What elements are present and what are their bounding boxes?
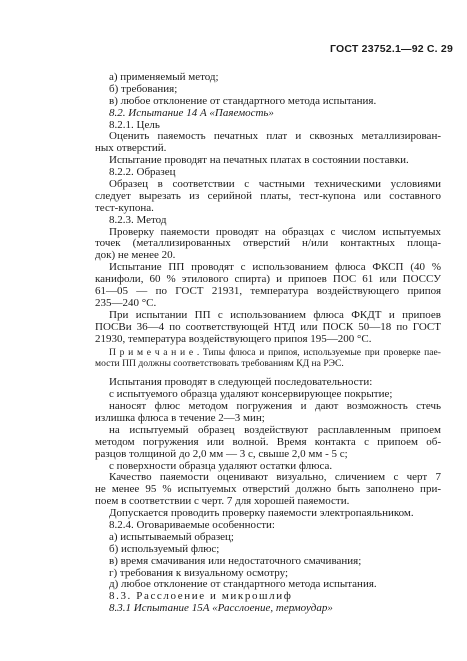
text-line: Допускается проводить проверку паяемости электропаяльником.	[109, 507, 414, 520]
text-line: б) требования;	[109, 82, 178, 95]
text-line: канифоли, 60 % этилового спирта) и припоев ПОС 61 или ПОССУ	[95, 273, 441, 286]
text-line: г) требования к визуальному осмотру;	[109, 566, 289, 579]
text-line: Проверку паяемости проводят на образцах с числом испытуемых	[109, 225, 441, 238]
text-line: При испытании ПП с использованием флюса ФКДТ и припоев	[109, 308, 441, 321]
text-line: 8.2.4. Оговариваемые особенности:	[109, 518, 275, 531]
text-line: 8.3. Расслоение и микрошлиф	[109, 590, 293, 603]
text-line: точек (металлизированных отверстий н/или контактных площа-	[95, 237, 441, 250]
text-line: 235—240 °С.	[95, 296, 157, 309]
text-line: 8.3.1 Испытание 15А «Расслоение, термоудар»	[109, 602, 333, 615]
text-line: 8.2. Испытание 14 А «Паяемость»	[109, 106, 274, 119]
text-line: б) используемый флюс;	[109, 542, 220, 555]
text-line: а) испытываемый образец;	[109, 530, 234, 543]
text-line: 61—05 — по ГОСТ 21931, температура воздействующего припоя	[95, 285, 441, 298]
text-line: 8.2.3. Метод	[109, 213, 167, 226]
text-line: с поверхности образца удаляют остатки флюса.	[109, 459, 333, 472]
text-line: с испытуемого образца удаляют консервирующее покрытие;	[109, 388, 393, 401]
text-line: Испытания проводят в следующей последовательности:	[109, 376, 373, 389]
text-line: излишка флюса в течение 2—3 мин;	[95, 411, 265, 424]
text-line: 8.2.1. Цель	[109, 118, 160, 131]
text-line: в) время смачивания или недостаточного смачивания;	[109, 554, 362, 567]
text-line: методом погружения или волной. Время контакта с припоем об-	[95, 435, 441, 448]
text-line: ПОСВи 36—4 по соответствующей НТД или ПОСК 50—18 по ГОСТ	[95, 320, 441, 333]
text-line: 8.2.2. Образец	[109, 166, 176, 179]
text-line: Испытание проводят на печатных платах в состоянии поставки.	[109, 154, 409, 167]
text-line: а) применяемый метод;	[109, 71, 219, 83]
text-line: в) любое отклонение от стандартного метода испытания.	[109, 94, 377, 107]
text-line: наносят флюс методом погружения и дают возможность стечь	[109, 400, 441, 413]
text-line: д) любое отклонение от стандартного метода испытания.	[109, 578, 377, 591]
note-line: П р и м е ч а н и е . Типы флюса и припоя, используемые при проверке пае-	[109, 347, 441, 359]
text-line: на испытуемый образец воздействуют расплавленным припоем	[109, 423, 441, 436]
text-line: Испытание ПП проводят с использованием флюса ФКСП (40 %	[109, 261, 441, 274]
document-body	[95, 72, 441, 615]
text-line: не менее 95 % испытуемых отверстий должно быть заполнено при-	[95, 483, 441, 496]
text-line: Качество паяемости оценивают визуально, сличением с черт 7	[109, 471, 441, 484]
text-line: тест-купона.	[95, 201, 154, 214]
text-line: Оценить паяемость печатных плат и сквозных металлизирован-	[109, 130, 441, 143]
text-line: Образец в соответствии с частными техническими условиями	[109, 178, 441, 191]
text-line: разцов толщиной до 2,0 мм — 3 с, свыше 2,0 мм - 5 с;	[95, 447, 348, 460]
page-header: ГОСТ 23752.1—92 С. 29	[330, 43, 453, 55]
text-line: поем в соответствии с черт. 7 для хорошей паяемости.	[95, 495, 350, 508]
text-line: следует вырезать из серийной платы, тест-купона или составного	[95, 189, 441, 202]
text-line: док) не менее 20.	[95, 249, 176, 262]
note-line: мости ПП должны соответствовать требованиям КД на РЭС.	[95, 358, 344, 370]
text-line: 21930, температура воздействующего припоя 195—200 °С.	[95, 332, 372, 345]
text-line: ных отверстий.	[95, 142, 167, 155]
